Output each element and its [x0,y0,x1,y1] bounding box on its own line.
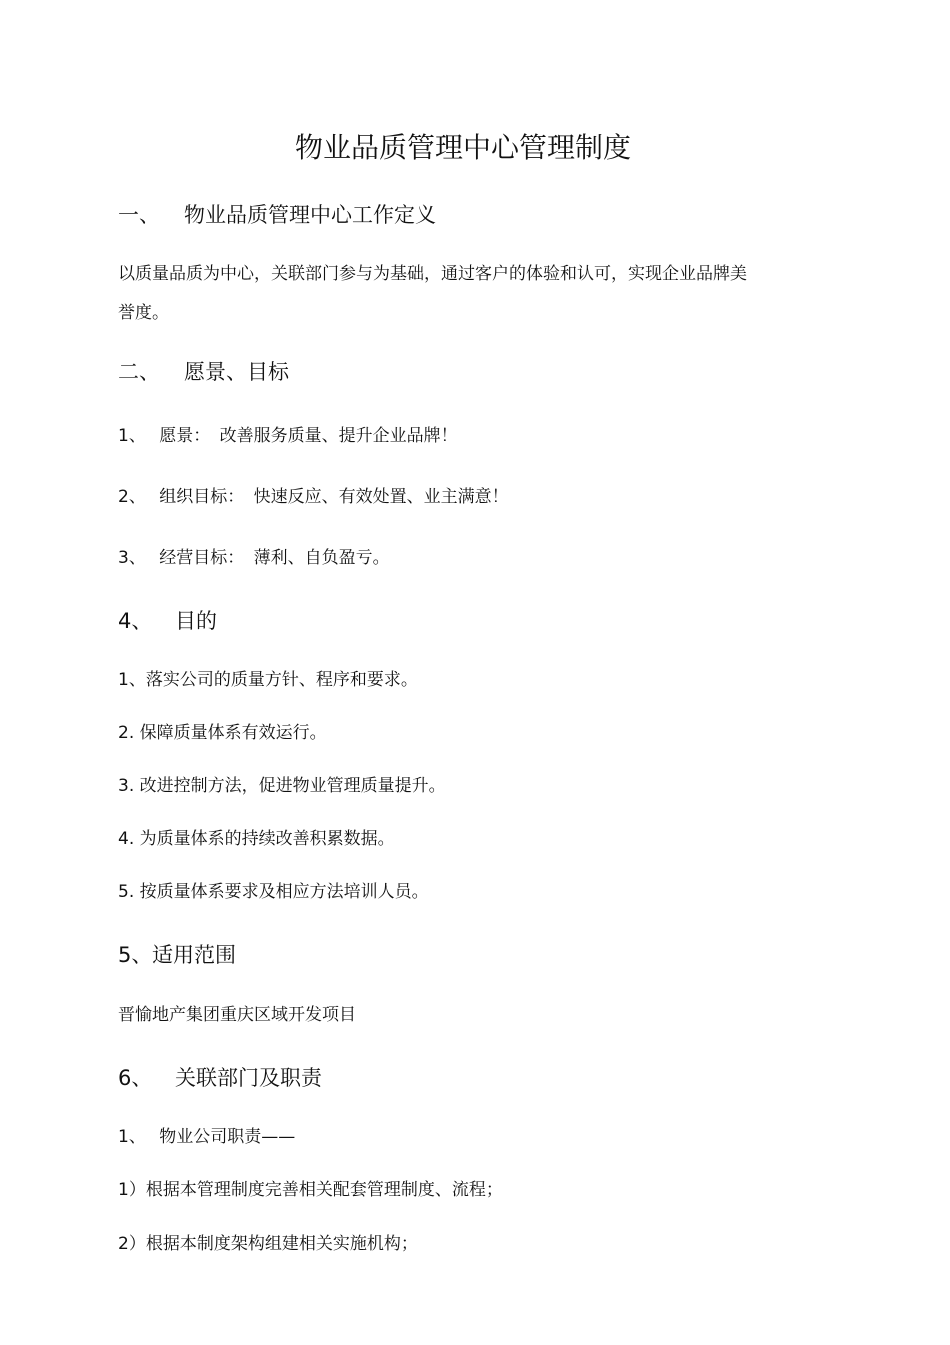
list-item: 1、落实公司的质量方针、程序和要求。 [118,670,418,690]
list-item: 5. 按质量体系要求及相应方法培训人员。 [118,882,429,902]
list-item: 4. 为质量体系的持续改善积累数据。 [118,829,395,849]
list-item: 1）根据本管理制度完善相关配套管理制度、流程； [118,1180,503,1200]
item-text: 改善服务质量、提升企业品牌！ [219,426,458,446]
section-6-heading: 关联部门及职责 [175,1066,322,1090]
section-2-number: 二、 [118,360,160,384]
section-1-number: 一、 [118,203,160,227]
list-item [118,1129,295,1146]
section-5-heading: 适用范围 [152,943,236,967]
list-item [118,550,390,567]
item-number: 3、 [118,548,146,568]
item-number: 1、 [118,426,146,446]
item-text: 快速反应、有效处置、业主满意！ [253,487,509,507]
list-item: 2. 保障质量体系有效运行。 [118,723,327,743]
section-1-body-line-1: 以质量品质为中心，关联部门参与为基础，通过客户的体验和认可，实现企业品牌美 [118,264,747,284]
section-5-number: 5、 [118,943,153,967]
section-6-number: 6、 [118,1066,153,1090]
list-item: 2）根据本制度架构组建相关实施机构； [118,1234,418,1254]
list-item [118,489,509,506]
section-1-body-line-2: 誉度。 [118,303,169,323]
item-number: 1、 [118,1127,146,1147]
list-item [118,428,458,445]
section-5-body: 晋愉地产集团重庆区域开发项目 [118,1005,356,1025]
item-text: 物业公司职责—— [159,1127,296,1147]
list-item: 3. 改进控制方法，促进物业管理质量提升。 [118,776,446,796]
item-label: 组织目标： [159,487,245,507]
document-title: 物业品质管理中心管理制度 [294,131,631,164]
item-label: 经营目标： [159,548,245,568]
section-2-heading: 愿景、目标 [184,360,289,384]
section-4-heading: 目的 [175,609,217,633]
item-text: 薄利、自负盈亏。 [253,548,390,568]
section-1-heading: 物业品质管理中心工作定义 [184,203,436,227]
section-4-number: 4、 [118,609,153,633]
item-label: 愿景： [159,426,211,446]
item-number: 2、 [118,487,146,507]
